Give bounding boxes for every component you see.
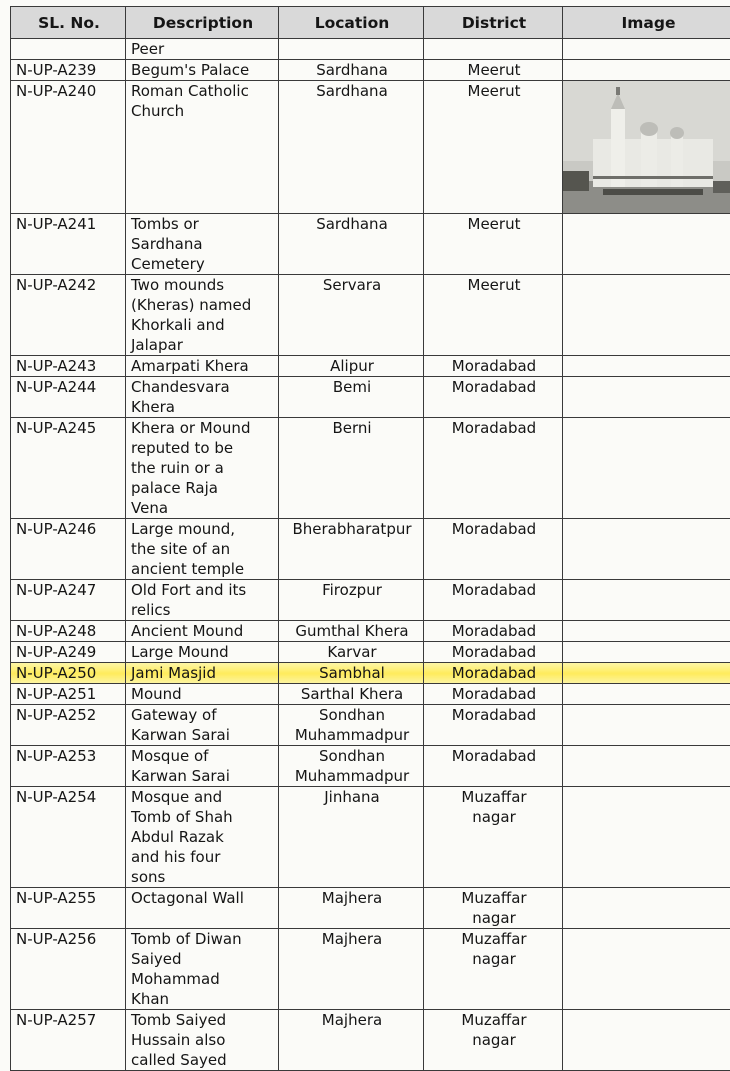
image-cell: [563, 275, 730, 356]
monuments-table: [10, 6, 730, 1071]
description-cell: Mound: [126, 684, 279, 705]
table-row: [11, 214, 730, 275]
description-cell: Tomb of Diwan Saiyed Mohammad Khan: [126, 929, 279, 1010]
description-cell: Large Mound: [126, 642, 279, 663]
sl-no-cell: N-UP-A242: [11, 275, 126, 356]
image-cell: [563, 705, 730, 746]
location-cell: Servara: [279, 275, 424, 356]
image-cell: [563, 81, 730, 214]
sl-no-cell: N-UP-A239: [11, 60, 126, 81]
location-cell: Jinhana: [279, 787, 424, 888]
location-cell: Sondhan Muhammadpur: [279, 705, 424, 746]
description-cell: Gateway of Karwan Sarai: [126, 705, 279, 746]
sl-no-cell: N-UP-A249: [11, 642, 126, 663]
image-cell: [563, 60, 730, 81]
header-row: [11, 7, 730, 39]
sl-no-cell: N-UP-A244: [11, 377, 126, 418]
description-cell: Peer: [126, 39, 279, 60]
location-cell: Berni: [279, 418, 424, 519]
table-row: [11, 377, 730, 418]
image-cell: [563, 356, 730, 377]
district-cell: Muzaffar nagar: [424, 1010, 563, 1071]
district-cell: Moradabad: [424, 621, 563, 642]
description-cell: Chandesvara Khera: [126, 377, 279, 418]
description-cell: Tomb Saiyed Hussain also called Sayed: [126, 1010, 279, 1071]
image-cell: [563, 1010, 730, 1071]
image-cell: [563, 684, 730, 705]
location-cell: Gumthal Khera: [279, 621, 424, 642]
sl-no-cell: [11, 39, 126, 60]
location-cell: Bemi: [279, 377, 424, 418]
table-row: [11, 39, 730, 60]
sl-no-cell: N-UP-A246: [11, 519, 126, 580]
description-cell: Old Fort and its relics: [126, 580, 279, 621]
sl-no-cell: N-UP-A241: [11, 214, 126, 275]
district-cell: Moradabad: [424, 705, 563, 746]
table-row: [11, 580, 730, 621]
district-cell: Meerut: [424, 214, 563, 275]
district-cell: Muzaffar nagar: [424, 929, 563, 1010]
district-cell: Moradabad: [424, 663, 563, 684]
description-cell: Octagonal Wall: [126, 888, 279, 929]
table-row: [11, 663, 730, 684]
district-cell: Meerut: [424, 275, 563, 356]
location-cell: Sardhana: [279, 214, 424, 275]
sl-no-cell: N-UP-A250: [11, 663, 126, 684]
table-row: [11, 81, 730, 214]
district-cell: Moradabad: [424, 356, 563, 377]
image-cell: [563, 929, 730, 1010]
image-cell: [563, 580, 730, 621]
district-cell: Moradabad: [424, 580, 563, 621]
table-row: [11, 418, 730, 519]
image-cell: [563, 746, 730, 787]
description-cell: Ancient Mound: [126, 621, 279, 642]
table-row: [11, 705, 730, 746]
district-cell: Muzaffar nagar: [424, 787, 563, 888]
location-cell: Majhera: [279, 1010, 424, 1071]
description-cell: Mosque of Karwan Sarai: [126, 746, 279, 787]
description-cell: Mosque and Tomb of Shah Abdul Razak and his four sons: [126, 787, 279, 888]
sl-no-cell: N-UP-A248: [11, 621, 126, 642]
table-row: [11, 929, 730, 1010]
location-cell: Firozpur: [279, 580, 424, 621]
description-cell: Begum's Palace: [126, 60, 279, 81]
table-row: [11, 1010, 730, 1071]
district-cell: Moradabad: [424, 519, 563, 580]
district-cell: Moradabad: [424, 377, 563, 418]
district-cell: Moradabad: [424, 746, 563, 787]
description-cell: Tombs or Sardhana Cemetery: [126, 214, 279, 275]
sl-no-cell: N-UP-A240: [11, 81, 126, 214]
location-cell: Sondhan Muhammadpur: [279, 746, 424, 787]
location-cell: Karvar: [279, 642, 424, 663]
sl-no-cell: N-UP-A253: [11, 746, 126, 787]
location-cell: Sardhana: [279, 81, 424, 214]
sl-no-cell: N-UP-A256: [11, 929, 126, 1010]
location-cell: [279, 39, 424, 60]
description-cell: Khera or Mound reputed to be the ruin or a palace Raja Vena: [126, 418, 279, 519]
table-row: [11, 275, 730, 356]
table-row: [11, 684, 730, 705]
sl-no-cell: N-UP-A254: [11, 787, 126, 888]
header-district: District: [424, 7, 563, 39]
location-cell: Sambhal: [279, 663, 424, 684]
district-cell: Muzaffar nagar: [424, 888, 563, 929]
image-cell: [563, 519, 730, 580]
district-cell: [424, 39, 563, 60]
location-cell: Majhera: [279, 888, 424, 929]
location-cell: Majhera: [279, 929, 424, 1010]
sl-no-cell: N-UP-A252: [11, 705, 126, 746]
table-row: [11, 356, 730, 377]
district-cell: Moradabad: [424, 642, 563, 663]
table-row: [11, 60, 730, 81]
sl-no-cell: N-UP-A243: [11, 356, 126, 377]
table-row: [11, 642, 730, 663]
district-cell: Moradabad: [424, 418, 563, 519]
description-cell: Amarpati Khera: [126, 356, 279, 377]
image-cell: [563, 39, 730, 60]
image-cell: [563, 214, 730, 275]
sl-no-cell: N-UP-A255: [11, 888, 126, 929]
table-row: [11, 519, 730, 580]
description-cell: Two mounds (Kheras) named Khorkali and Jalapar: [126, 275, 279, 356]
image-cell: [563, 787, 730, 888]
district-cell: Moradabad: [424, 684, 563, 705]
table-row: [11, 888, 730, 929]
header-description: Description: [126, 7, 279, 39]
image-cell: [563, 888, 730, 929]
church-photo: [563, 81, 730, 213]
header-location: Location: [279, 7, 424, 39]
sl-no-cell: N-UP-A245: [11, 418, 126, 519]
header-sl-no: SL. No.: [11, 7, 126, 39]
sl-no-cell: N-UP-A251: [11, 684, 126, 705]
district-cell: Meerut: [424, 81, 563, 214]
description-cell: Large mound, the site of an ancient temple: [126, 519, 279, 580]
image-cell: [563, 642, 730, 663]
location-cell: Sarthal Khera: [279, 684, 424, 705]
table-body: [11, 39, 730, 1071]
table-row: [11, 746, 730, 787]
image-cell: [563, 621, 730, 642]
image-cell: [563, 377, 730, 418]
image-cell: [563, 663, 730, 684]
sl-no-cell: N-UP-A257: [11, 1010, 126, 1071]
location-cell: Bherabharatpur: [279, 519, 424, 580]
image-cell: [563, 418, 730, 519]
sl-no-cell: N-UP-A247: [11, 580, 126, 621]
description-cell: Jami Masjid: [126, 663, 279, 684]
table-row: [11, 621, 730, 642]
district-cell: Meerut: [424, 60, 563, 81]
description-cell: Roman Catholic Church: [126, 81, 279, 214]
header-image: Image: [563, 7, 730, 39]
location-cell: Alipur: [279, 356, 424, 377]
table-row: [11, 787, 730, 888]
location-cell: Sardhana: [279, 60, 424, 81]
